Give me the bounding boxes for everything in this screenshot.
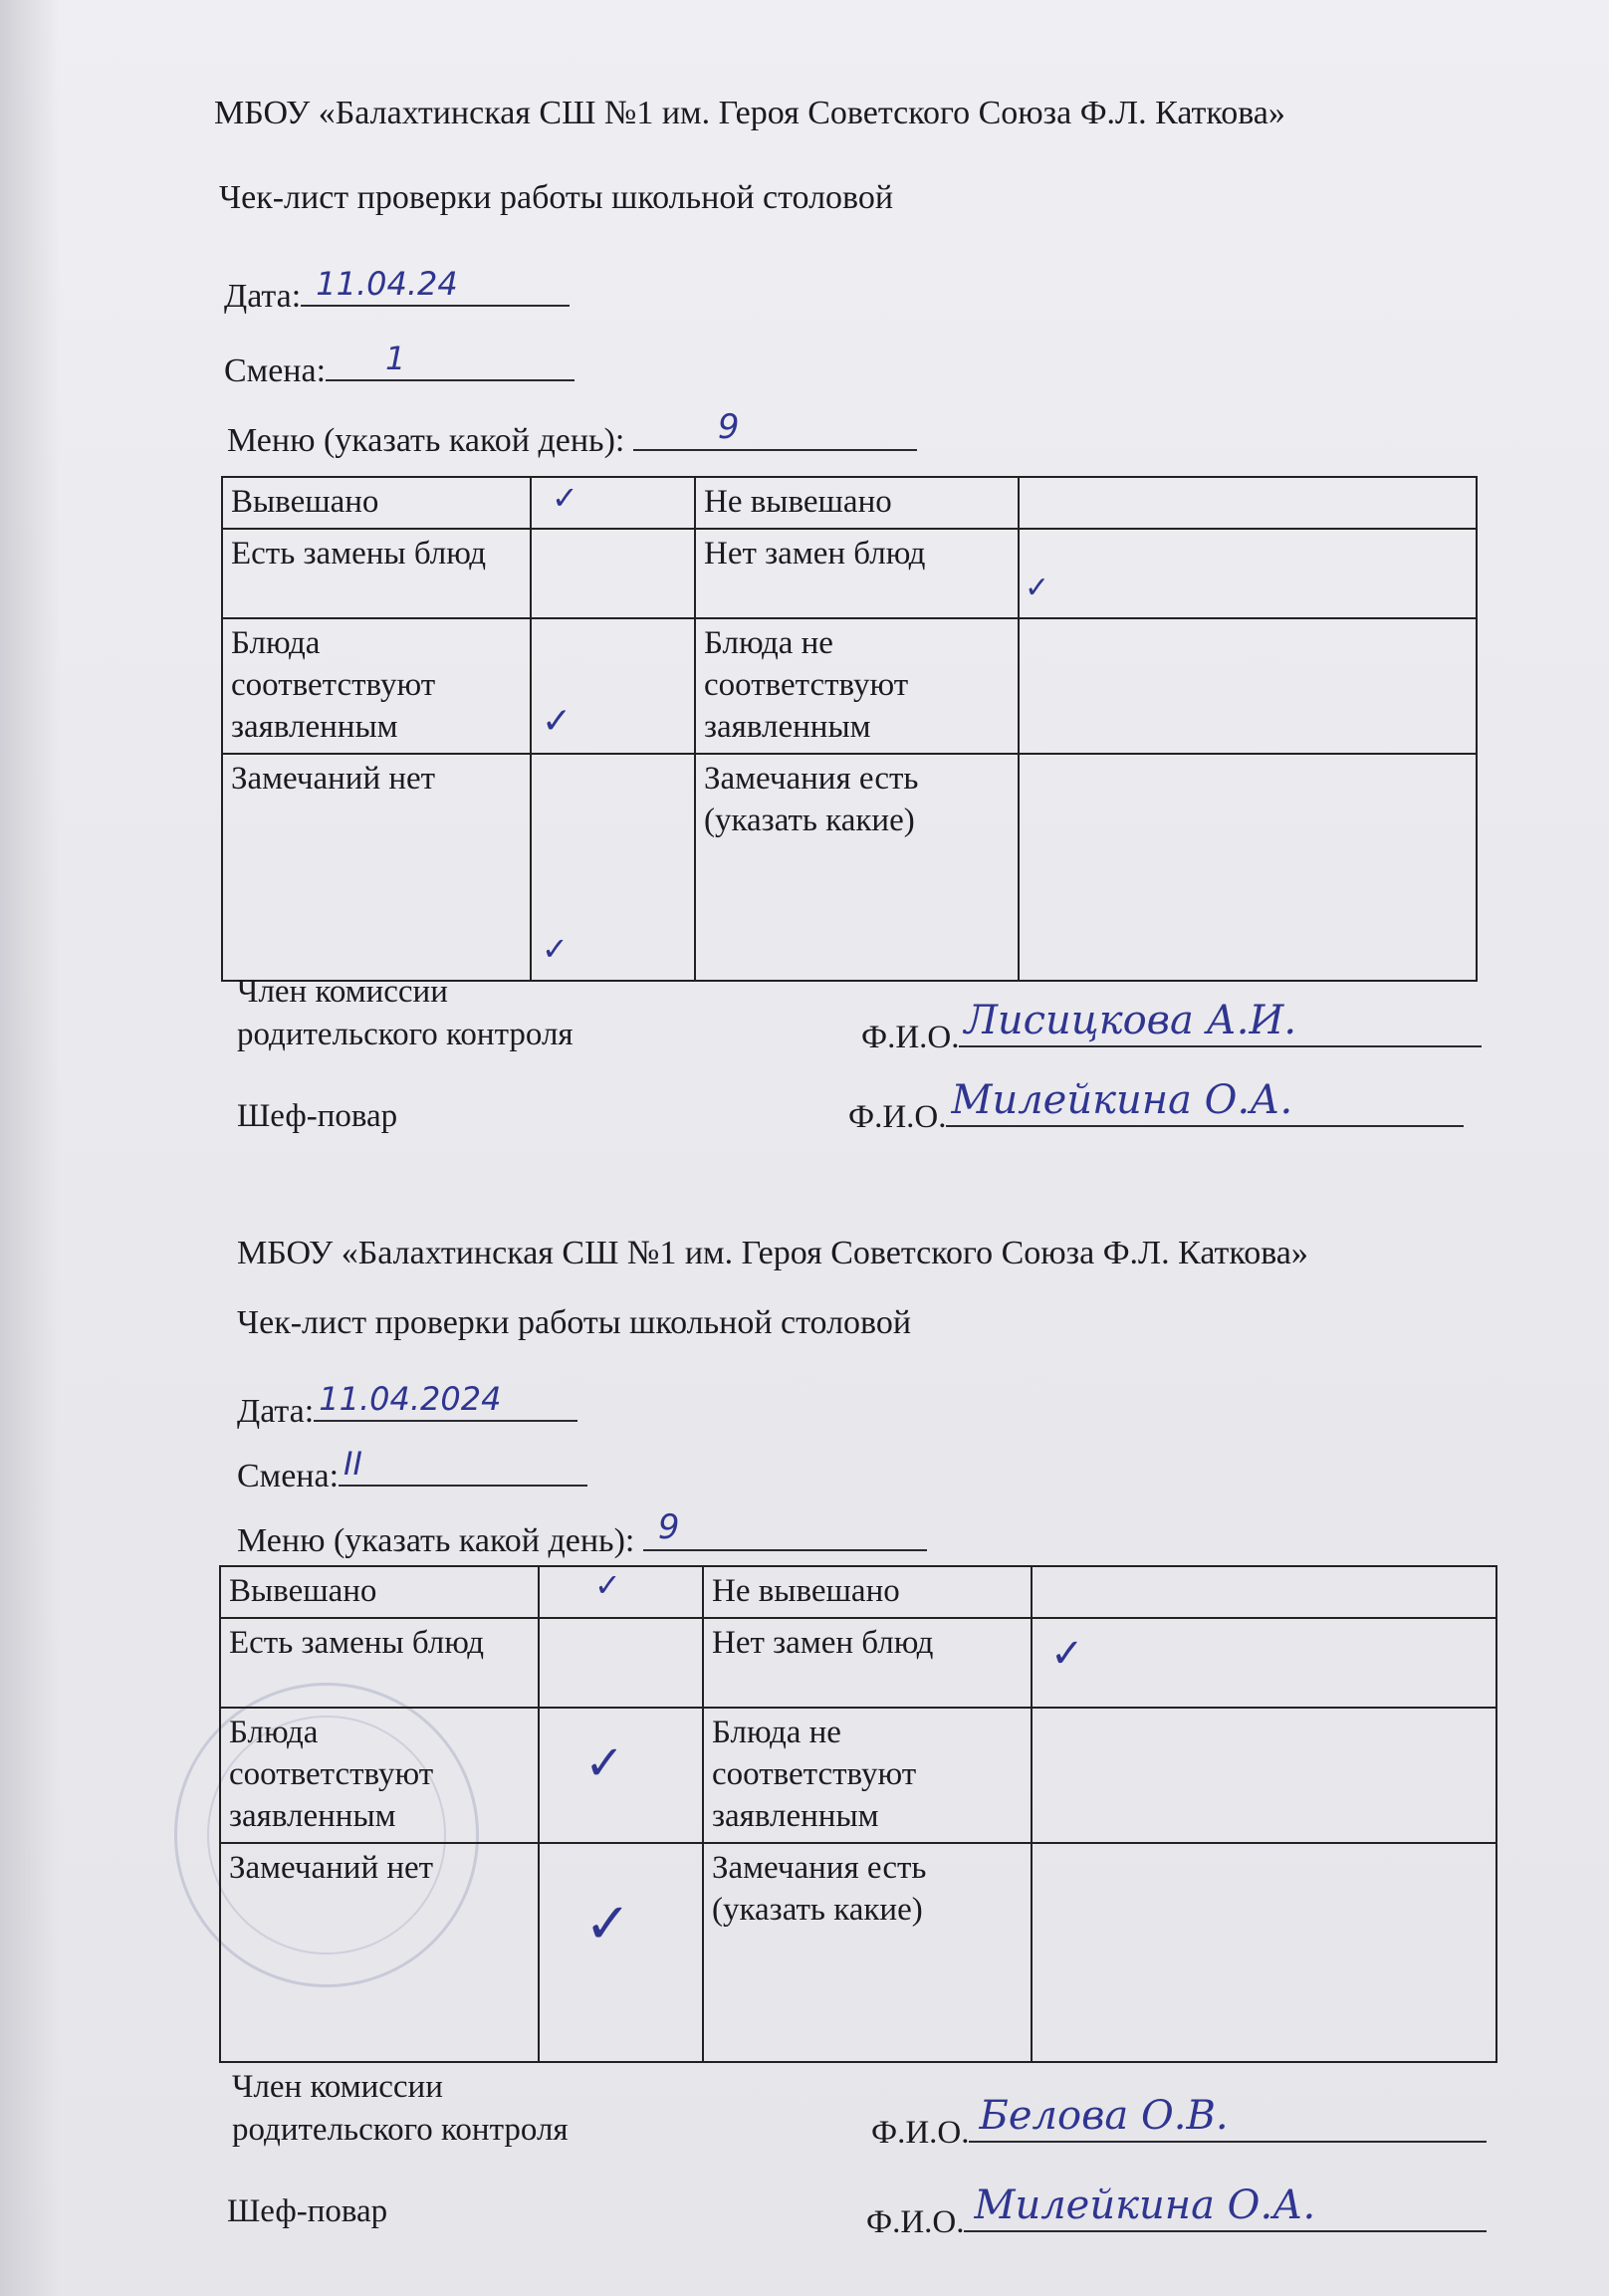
menu-field [237, 1507, 927, 1560]
cell-mark [1032, 1708, 1496, 1843]
shift-field [224, 340, 575, 390]
cell-mark [1032, 1618, 1496, 1708]
table-row [220, 1843, 1496, 2062]
member-fio [861, 998, 1482, 1056]
cell-label: Вывешано [222, 477, 531, 529]
page-shadow [0, 0, 60, 2296]
form-title: Чек-лист проверки работы школьной столовой [219, 179, 894, 216]
cell-mark [1019, 618, 1477, 754]
member-signature-blank [969, 2093, 1487, 2143]
date-field [224, 265, 570, 316]
menu-value: 9 [717, 407, 740, 447]
shift-blank [326, 340, 575, 381]
date-value: 11.04.2024 [319, 1380, 502, 1418]
school-name: МБОУ «Балахтинская СШ №1 им. Героя Советского Союза Ф.Л. Каткова» [214, 95, 1285, 131]
chef-signature: Милейкина О.А. [951, 1077, 1293, 1123]
cell-mark [539, 1843, 703, 2062]
check-icon: ✓ [542, 701, 573, 742]
check-icon: ✓ [594, 1566, 621, 1604]
check-icon: ✓ [542, 929, 569, 968]
fio-label: Ф.И.О. [848, 1099, 947, 1135]
fio-label: Ф.И.О. [861, 1020, 960, 1055]
cell-mark [1032, 1566, 1496, 1618]
menu-label: Меню (указать какой день): [227, 422, 625, 459]
table-row [220, 1618, 1496, 1708]
cell-mark [1019, 477, 1477, 529]
cell-label: Нет замен блюд [695, 529, 1019, 618]
cell-label: Нет замен блюд [703, 1618, 1032, 1708]
checklist-table [221, 476, 1478, 982]
shift-value: 1 [385, 340, 406, 377]
check-icon: ✓ [1050, 1630, 1084, 1677]
cell-label: Блюда не соответствуют заявленным [703, 1708, 1032, 1843]
check-icon: ✓ [552, 479, 578, 517]
cell-mark [1019, 529, 1477, 618]
shift-field [237, 1445, 587, 1495]
table-row [222, 618, 1477, 754]
cell-label: Блюда соответствуют заявленным [222, 618, 531, 754]
table-row [222, 477, 1477, 529]
chef-label: Шеф-повар [227, 2193, 388, 2229]
member-label: Член комиссии родительского контроля [237, 974, 574, 1052]
fio-label: Ф.И.О. [866, 2204, 965, 2240]
school-name: МБОУ «Балахтинская СШ №1 им. Героя Советского Союза Ф.Л. Каткова» [237, 1235, 1308, 1271]
cell-label: Замечания есть (указать какие) [695, 754, 1019, 981]
chef-fio [866, 2182, 1487, 2241]
menu-blank [643, 1507, 927, 1551]
cell-label: Замечаний нет [222, 754, 531, 981]
checklist-table [219, 1565, 1497, 2063]
chef-signature-blank [946, 1077, 1464, 1127]
member-signature-blank [959, 998, 1482, 1047]
chef-signature: Милейкина О.А. [974, 2182, 1316, 2228]
cell-mark [1019, 754, 1477, 981]
shift-blank [339, 1445, 587, 1487]
cell-mark [531, 477, 695, 529]
table-row [222, 529, 1477, 618]
cell-label: Вывешано [220, 1566, 539, 1618]
menu-value: 9 [657, 1507, 680, 1547]
cell-label: Есть замены блюд [222, 529, 531, 618]
cell-label: Не вывешано [695, 477, 1019, 529]
date-blank [314, 1380, 577, 1422]
date-value: 11.04.24 [316, 265, 458, 303]
shift-label: Смена: [237, 1458, 340, 1494]
cell-mark [531, 618, 695, 754]
check-icon: ✓ [584, 1891, 631, 1956]
cell-mark [539, 1566, 703, 1618]
check-icon: ✓ [1025, 571, 1050, 605]
check-icon: ✓ [584, 1734, 625, 1791]
menu-blank [633, 407, 917, 451]
member-fio [871, 2093, 1487, 2152]
date-blank [301, 265, 570, 307]
cell-mark [539, 1708, 703, 1843]
fio-label: Ф.И.О. [871, 2115, 970, 2151]
member-label: Член комиссии родительского контроля [232, 2069, 569, 2148]
form-title: Чек-лист проверки работы школьной столовой [237, 1304, 912, 1341]
date-label: Дата: [224, 278, 302, 315]
table-row [222, 754, 1477, 981]
cell-label: Блюда соответствуют заявленным [220, 1708, 539, 1843]
member-signature: Белова О.В. [979, 2093, 1229, 2139]
table-row [220, 1566, 1496, 1618]
shift-label: Смена: [224, 352, 327, 389]
shift-value: II [344, 1445, 362, 1483]
chef-signature-blank [964, 2182, 1487, 2232]
cell-label: Не вывешано [703, 1566, 1032, 1618]
menu-label: Меню (указать какой день): [237, 1522, 635, 1559]
date-label: Дата: [237, 1393, 315, 1430]
cell-mark [539, 1618, 703, 1708]
chef-fio [848, 1077, 1464, 1136]
cell-label: Замечаний нет [220, 1843, 539, 2062]
cell-mark [1032, 1843, 1496, 2062]
cell-label: Замечания есть (указать какие) [703, 1843, 1032, 2062]
member-signature: Лисицкова А.И. [964, 998, 1297, 1043]
chef-label: Шеф-повар [237, 1098, 398, 1134]
table-row [220, 1708, 1496, 1843]
cell-label: Блюда не соответствуют заявленным [695, 618, 1019, 754]
date-field [237, 1380, 577, 1431]
menu-field [227, 407, 917, 460]
cell-mark [531, 529, 695, 618]
cell-mark [531, 754, 695, 981]
cell-label: Есть замены блюд [220, 1618, 539, 1708]
